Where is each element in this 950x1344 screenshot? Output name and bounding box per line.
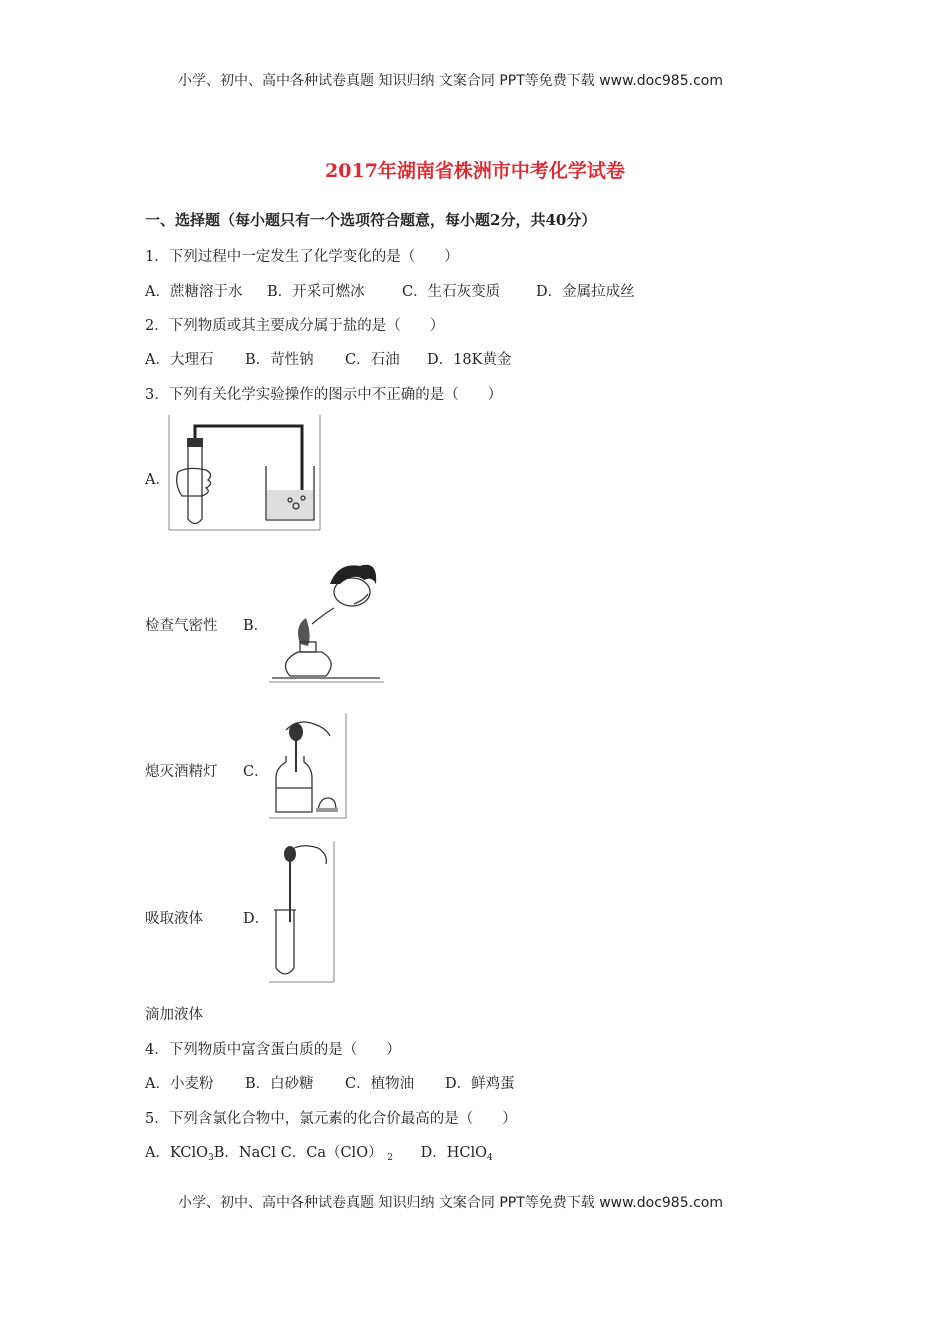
- q1-stem: 1．下列过程中一定发生了化学变化的是（ ）: [145, 249, 459, 265]
- q5-stem: 5．下列含氯化合物中，氯元素的化合价最高的是（ ）: [145, 1111, 517, 1127]
- q1-option-d: D．金属拉成丝: [536, 284, 635, 300]
- q1-option-c: C．生石灰变质: [402, 284, 501, 300]
- q3-option-b-label: B．: [243, 618, 269, 634]
- q2-option-a: A．大理石: [145, 352, 214, 368]
- q3-a-caption: 检查气密性: [145, 618, 218, 634]
- q2-options: [145, 348, 511, 369]
- q3-c-caption: 吸取液体: [145, 911, 203, 927]
- q2-option-c: C．石油: [345, 352, 400, 368]
- page-header: 小学、初中、高中各种试卷真题 知识归纳 文案合同 PPT等免费下载 www.doc985.com: [178, 73, 723, 89]
- page-footer: 小学、初中、高中各种试卷真题 知识归纳 文案合同 PPT等免费下载 www.doc985.com: [178, 1195, 723, 1211]
- q4-options: [145, 1072, 515, 1093]
- q4-option-b: B．白砂糖: [245, 1076, 314, 1092]
- q1-option-a: A．蔗糖溶于水: [145, 284, 243, 300]
- extinguish-lamp-figure: [268, 554, 386, 684]
- q5-options: [145, 1141, 493, 1163]
- q2-option-d: D．18K黄金: [427, 352, 512, 368]
- q5-option-b: B．NaCl: [213, 1145, 277, 1161]
- q3-stem: 3．下列有关化学实验操作的图示中不正确的是（ ）: [145, 387, 503, 403]
- q3-option-c-label: C．: [243, 764, 269, 780]
- q3-b-caption: 熄灭酒精灯: [145, 764, 218, 780]
- q2-stem: 2．下列物质或其主要成分属于盐的是（ ）: [145, 318, 445, 334]
- q4-option-c: C．植物油: [345, 1076, 415, 1092]
- q2-option-b: B．苛性钠: [245, 352, 314, 368]
- q1-option-b: B．开采可燃冰: [267, 284, 365, 300]
- q5-option-a: A．KClO$_3$: [145, 1145, 214, 1163]
- q4-option-d: D．鲜鸡蛋: [445, 1076, 515, 1092]
- exam-title: 2017年湖南省株洲市中考化学试卷: [325, 160, 625, 182]
- q4-stem: 4．下列物质中富含蛋白质的是（ ）: [145, 1042, 401, 1058]
- section-heading: 一、选择题（每小题只有一个选项符合题意，每小题2分，共40分）: [145, 211, 597, 229]
- q5-option-c: C．Ca（ClO） $_2$: [280, 1145, 393, 1163]
- q3-option-d-label: D．: [243, 911, 270, 927]
- draw-liquid-figure: [268, 712, 348, 820]
- q1-options: [145, 280, 635, 301]
- airtightness-check-figure: [168, 414, 322, 532]
- q4-option-a: A．小麦粉: [145, 1076, 214, 1092]
- q5-option-d: D．HClO$_4$: [420, 1145, 493, 1163]
- drop-liquid-figure: [268, 840, 336, 984]
- q3-option-a-label: A．: [145, 472, 170, 488]
- q3-d-caption: 滴加液体: [145, 1007, 203, 1023]
